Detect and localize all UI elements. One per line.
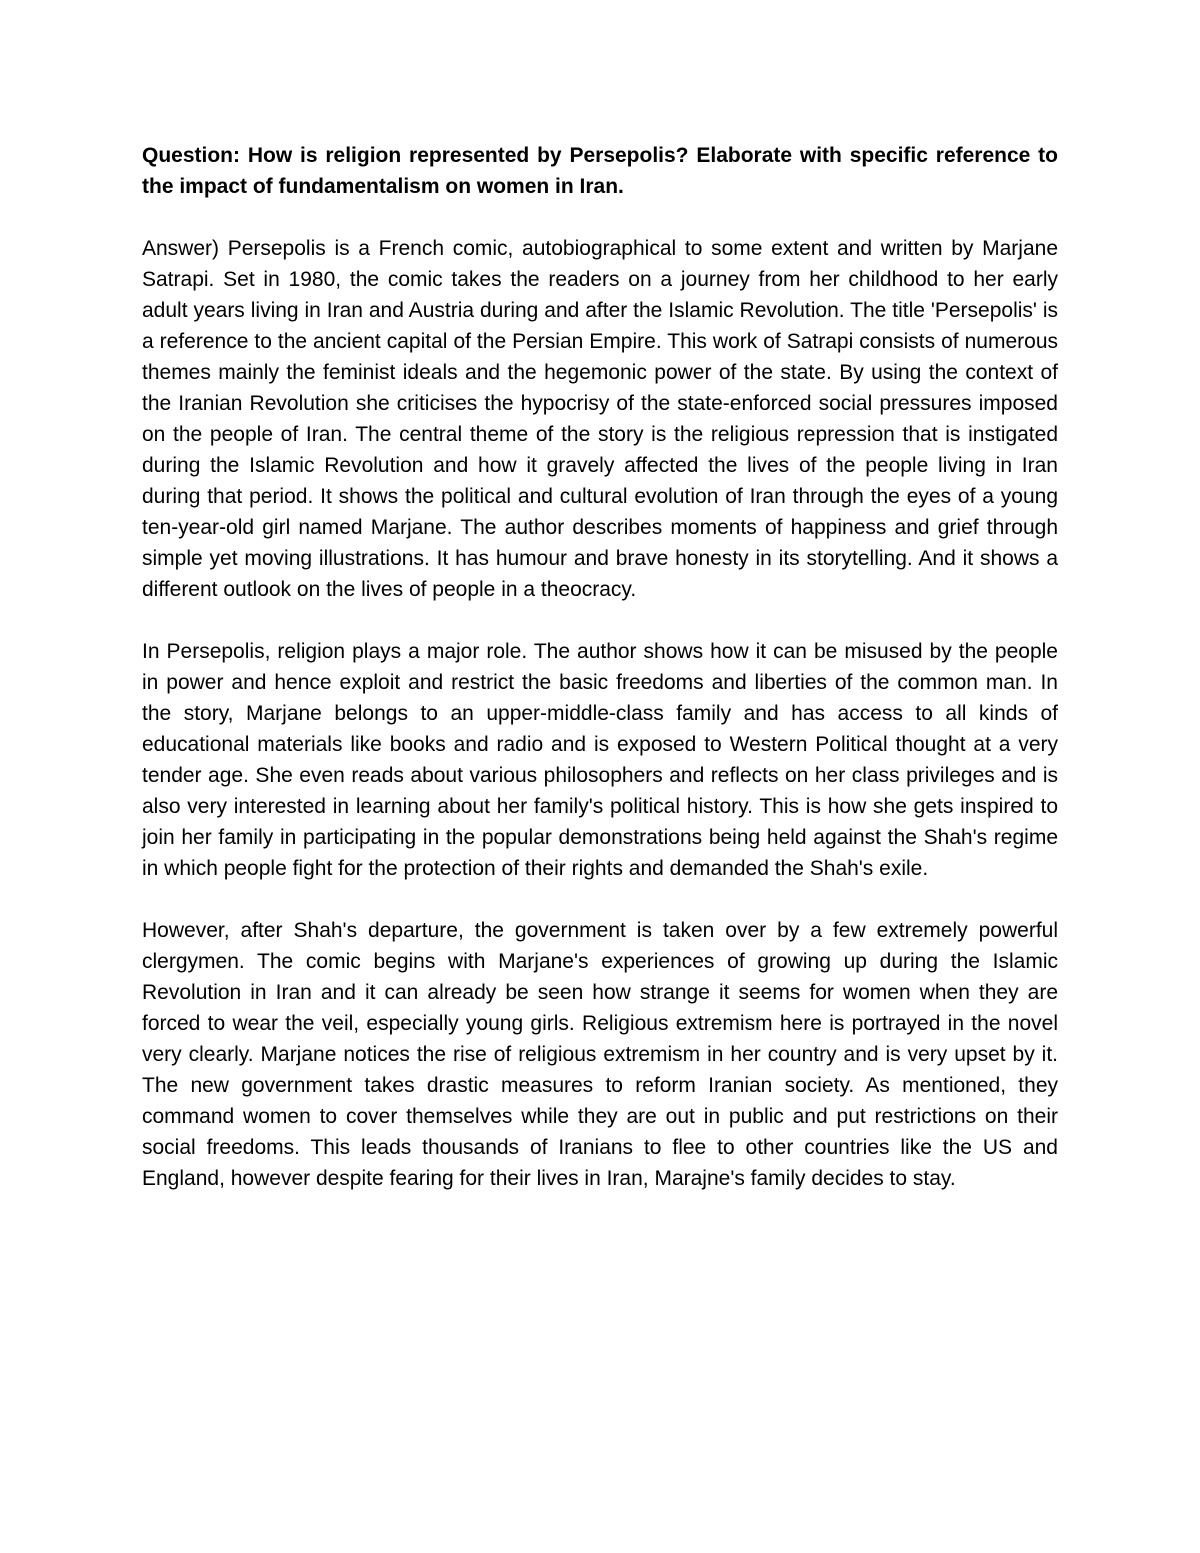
answer-paragraph-1: Answer) Persepolis is a French comic, autobiographical to some extent and written by Marjane Satrapi. Set in 1980, the comic takes the readers on a journey from her childhood to her early adult years living in Iran and Austria during and after the Islamic Revolution. The title 'Persepolis' is a reference to the ancient capital of the Persian Empire. This work of Satrapi consists of numerous themes mainly the feminist ideals and the hegemonic power of the state. By using the context of the Iranian Revolution she criticises the hypocrisy of the state-enforced social pressures imposed on the people of Iran. The central theme of the story is the religious repression that is instigated during the Islamic Revolution and how it gravely affected the lives of the people living in Iran during that period. It shows the political and cultural evolution of Iran through the eyes of a young ten-year-old girl named Marjane. The author describes moments of happiness and grief through simple yet moving illustrations. It has humour and brave honesty in its storytelling. And it shows a different outlook on the lives of people in a theocracy. <box>142 237 1058 601</box>
answer-paragraph-3: However, after Shah's departure, the government is taken over by a few extremely powerful clergymen. The comic begins with Marjane's experiences of growing up during the Islamic Revolution in Iran and it can already be seen how strange it seems for women when they are forced to wear the veil, especially young girls. Religious extremism here is portrayed in the novel very clearly. Marjane notices the rise of religious extremism in her country and is very upset by it. The new government takes drastic measures to reform Iranian society. As mentioned, they command women to cover themselves while they are out in public and put restrictions on their social freedoms. This leads thousands of Iranians to flee to other countries like the US and England, however despite fearing for their lives in Iran, Marajne's family decides to stay. <box>142 919 1058 1190</box>
document-page <box>142 140 1058 1225</box>
answer-paragraph-2: In Persepolis, religion plays a major role. The author shows how it can be misused by the people in power and hence exploit and restrict the basic freedoms and liberties of the common man. In the story, Marjane belongs to an upper-middle-class family and has access to all kinds of educational materials like books and radio and is exposed to Western Political thought at a very tender age. She even reads about various philosophers and reflects on her class privileges and is also very interested in learning about her family's political history. This is how she gets inspired to join her family in participating in the popular demonstrations being held against the Shah's regime in which people fight for the protection of their rights and demanded the Shah's exile. <box>142 640 1058 880</box>
question-heading: Question: How is religion represented by Persepolis? Elaborate with specific reference to the impact of fundamentalism on women in Iran. <box>142 144 1058 198</box>
